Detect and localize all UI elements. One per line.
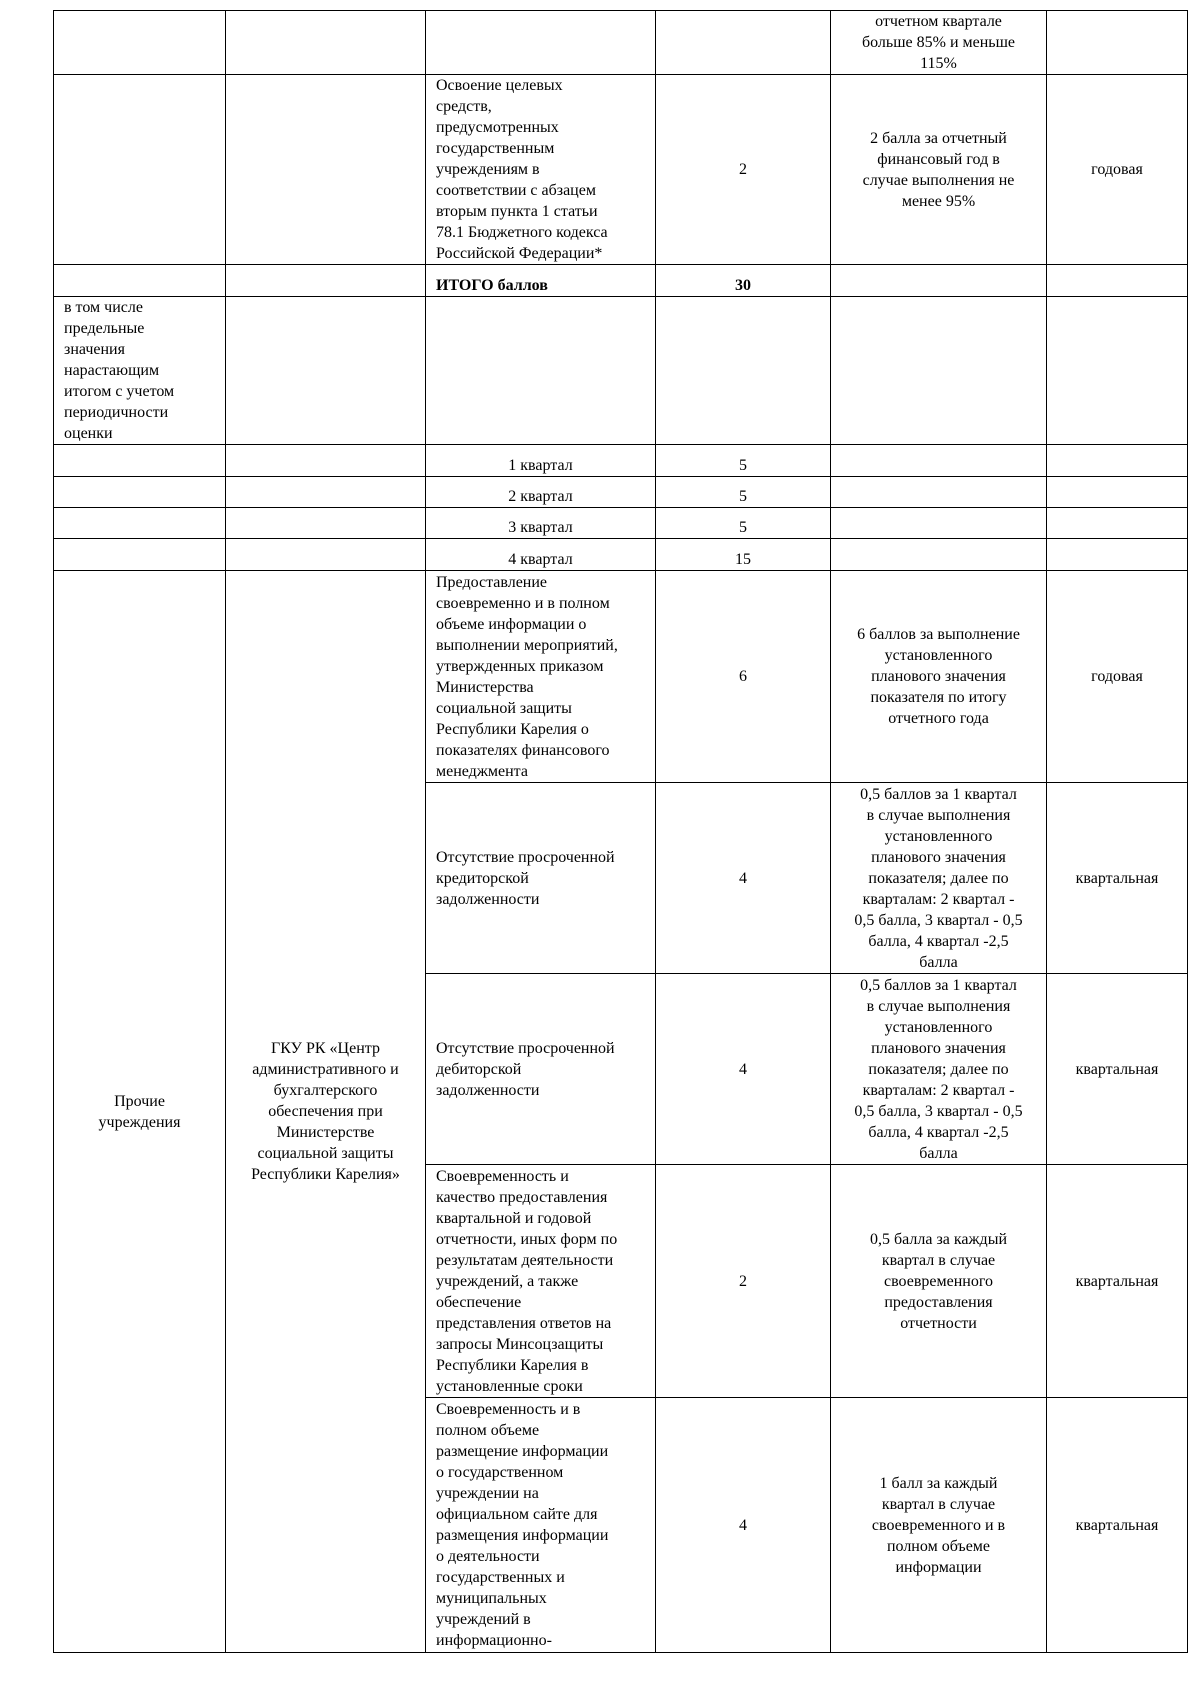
criterion-cell [831, 75, 1047, 265]
cumulative-label: в том числе предельные значения нарастающим итогом с учетом периодичности оценки [64, 299, 175, 442]
empty-cell [831, 265, 1047, 297]
points-cell [656, 1398, 831, 1653]
points-value: 6 [739, 668, 747, 685]
points-value: 2 [739, 161, 747, 178]
periodicity-cell [1047, 783, 1188, 974]
cumulative-label-cell [54, 297, 226, 445]
criterion-text: 2 балла за отчетный финансовый год в случае выполнения не менее 95% [862, 129, 1015, 210]
criterion-cell [831, 1398, 1047, 1653]
points-value: 4 [739, 1516, 747, 1534]
indicator-cell [426, 974, 656, 1165]
total-points-cell [656, 265, 831, 297]
points-cell [656, 783, 831, 974]
quarter-points: 5 [739, 457, 747, 474]
institution-name: ГКУ РК «Центр административного и бухгалтерского обеспечения при Министерстве социальной защиты Республики Карелия» [251, 1040, 400, 1183]
empty-cell [1047, 265, 1188, 297]
quarter-label: 3 квартал [508, 519, 573, 536]
periodicity-cell [1047, 1398, 1188, 1653]
empty-cell [831, 539, 1047, 571]
quarter-points: 5 [739, 519, 747, 536]
periodicity-value: годовая [1091, 161, 1143, 178]
empty-cell [226, 477, 426, 508]
quarter-points-cell [656, 445, 831, 477]
empty-cell [54, 265, 226, 297]
periodicity-cell [1047, 1165, 1188, 1398]
criterion-cell [831, 571, 1047, 783]
table-row-indicator [54, 571, 1188, 783]
periodicity-value: годовая [1091, 668, 1143, 685]
table-row-target-funds [54, 75, 1188, 265]
quarter-label: 2 квартал [508, 488, 573, 505]
table-row-quarter [54, 508, 1188, 539]
points-cell [656, 571, 831, 783]
empty-cell [226, 75, 426, 265]
empty-cell [226, 508, 426, 539]
empty-cell [226, 265, 426, 297]
quarter-label: 4 квартал [508, 551, 573, 568]
category-label: Прочие учреждения [98, 1092, 181, 1131]
criterion-text: 6 баллов за выполнение установленного планового значения показателя по итогу отчетного года [857, 626, 1020, 727]
institution-cell [226, 571, 426, 1653]
empty-cell [1047, 297, 1188, 445]
indicator-text: Отсутствие просроченной кредиторской задолженности [436, 848, 615, 908]
empty-cell [226, 297, 426, 445]
quarter-label-cell [426, 508, 656, 539]
criterion-text: отчетном квартале больше 85% и меньше 115% [861, 13, 1016, 72]
periodicity-value: квартальная [1075, 1272, 1159, 1290]
empty-cell [831, 445, 1047, 477]
empty-cell [1047, 508, 1188, 539]
criterion-cell [831, 974, 1047, 1165]
points-cell [656, 974, 831, 1165]
indicator-text: Предоставление своевременно и в полном объеме информации о выполнении мероприятий, утвержденных приказом Министерства социальной защиты Республики Карелия о показателях финансового менеджмента [436, 573, 618, 780]
criterion-text: 0,5 баллов за 1 квартал в случае выполнения установленного планового значения показателя; далее по кварталам: 2 квартал - 0,5 балла, 3 квартал - 0,5 балла, 4 квартал -2,5 балла [854, 785, 1023, 971]
quarter-label-cell [426, 539, 656, 571]
quarter-points-cell [656, 508, 831, 539]
points-value: 4 [739, 869, 747, 887]
criterion-cell [831, 1165, 1047, 1398]
empty-cell [1047, 539, 1188, 571]
indicator-cell [426, 1165, 656, 1398]
empty-cell [831, 508, 1047, 539]
criterion-cell [831, 11, 1047, 75]
category-cell [54, 571, 226, 1653]
quarter-points: 15 [735, 551, 751, 568]
indicator-text: Своевременность и качество предоставления квартальной и годовой отчетности, иных форм по результатам деятельности учреждений, а также обеспечение представления ответов на запросы Минсоцзащиты Республики Карелия в установленные сроки [436, 1167, 618, 1395]
empty-cell [54, 539, 226, 571]
periodicity-value: квартальная [1075, 1060, 1159, 1078]
empty-cell [226, 539, 426, 571]
quarter-label: 1 квартал [508, 457, 573, 474]
points-value: 4 [739, 1060, 747, 1078]
criterion-cell [831, 783, 1047, 974]
empty-cell [426, 297, 656, 445]
empty-cell [54, 75, 226, 265]
empty-cell [1047, 477, 1188, 508]
indicator-cell [426, 783, 656, 974]
table-row-quarter [54, 445, 1188, 477]
points-cell [656, 75, 831, 265]
criterion-text: 1 балл за каждый квартал в случае своевременного и в полном объеме информации [871, 1474, 1006, 1576]
periodicity-cell [1047, 75, 1188, 265]
quarter-points-cell [656, 539, 831, 571]
criteria-table [53, 10, 1188, 1653]
empty-cell [656, 11, 831, 75]
points-cell [656, 1165, 831, 1398]
criterion-text: 0,5 баллов за 1 квартал в случае выполнения установленного планового значения показателя; далее по кварталам: 2 квартал - 0,5 балла, 3 квартал - 0,5 балла, 4 квартал -2,5 балла [854, 976, 1023, 1162]
indicator-cell [426, 75, 656, 265]
criterion-text: 0,5 балла за каждый квартал в случае своевременного предоставления отчетности [869, 1230, 1007, 1332]
table-row-total [54, 265, 1188, 297]
table-row-continued [54, 11, 1188, 75]
table-row-quarter [54, 539, 1188, 571]
quarter-points-cell [656, 477, 831, 508]
periodicity-cell [1047, 571, 1188, 783]
periodicity-value: квартальная [1075, 869, 1159, 887]
indicator-text: Отсутствие просроченной дебиторской задолженности [436, 1039, 615, 1099]
indicator-cell [426, 571, 656, 783]
quarter-label-cell [426, 445, 656, 477]
empty-cell [54, 445, 226, 477]
total-label: ИТОГО баллов [436, 277, 548, 294]
empty-cell [1047, 445, 1188, 477]
empty-cell [226, 11, 426, 75]
table-row-quarter [54, 477, 1188, 508]
indicator-cell [426, 1398, 656, 1653]
periodicity-cell [1047, 974, 1188, 1165]
total-label-cell [426, 265, 656, 297]
quarter-label-cell [426, 477, 656, 508]
total-points: 30 [735, 277, 751, 294]
empty-cell [54, 11, 226, 75]
empty-cell [54, 508, 226, 539]
empty-cell [656, 297, 831, 445]
points-value: 2 [739, 1272, 747, 1290]
empty-cell [426, 11, 656, 75]
indicator-text: Своевременность и в полном объеме размещение информации о государственном учреждении на официальном сайте для размещения информации о деятельности государственных и муниципальных учреждений в информационно- [436, 1401, 609, 1649]
empty-cell [54, 477, 226, 508]
periodicity-value: квартальная [1075, 1516, 1159, 1534]
empty-cell [831, 297, 1047, 445]
empty-cell [226, 445, 426, 477]
empty-cell [1047, 11, 1188, 75]
quarter-points: 5 [739, 488, 747, 505]
empty-cell [831, 477, 1047, 508]
indicator-text: Освоение целевых средств, предусмотренных государственным учреждениям в соответствии с абзацем вторым пункта 1 статьи 78.1 Бюджетного кодекса Российской Федерации* [436, 77, 608, 262]
table-row-cumulative [54, 297, 1188, 445]
